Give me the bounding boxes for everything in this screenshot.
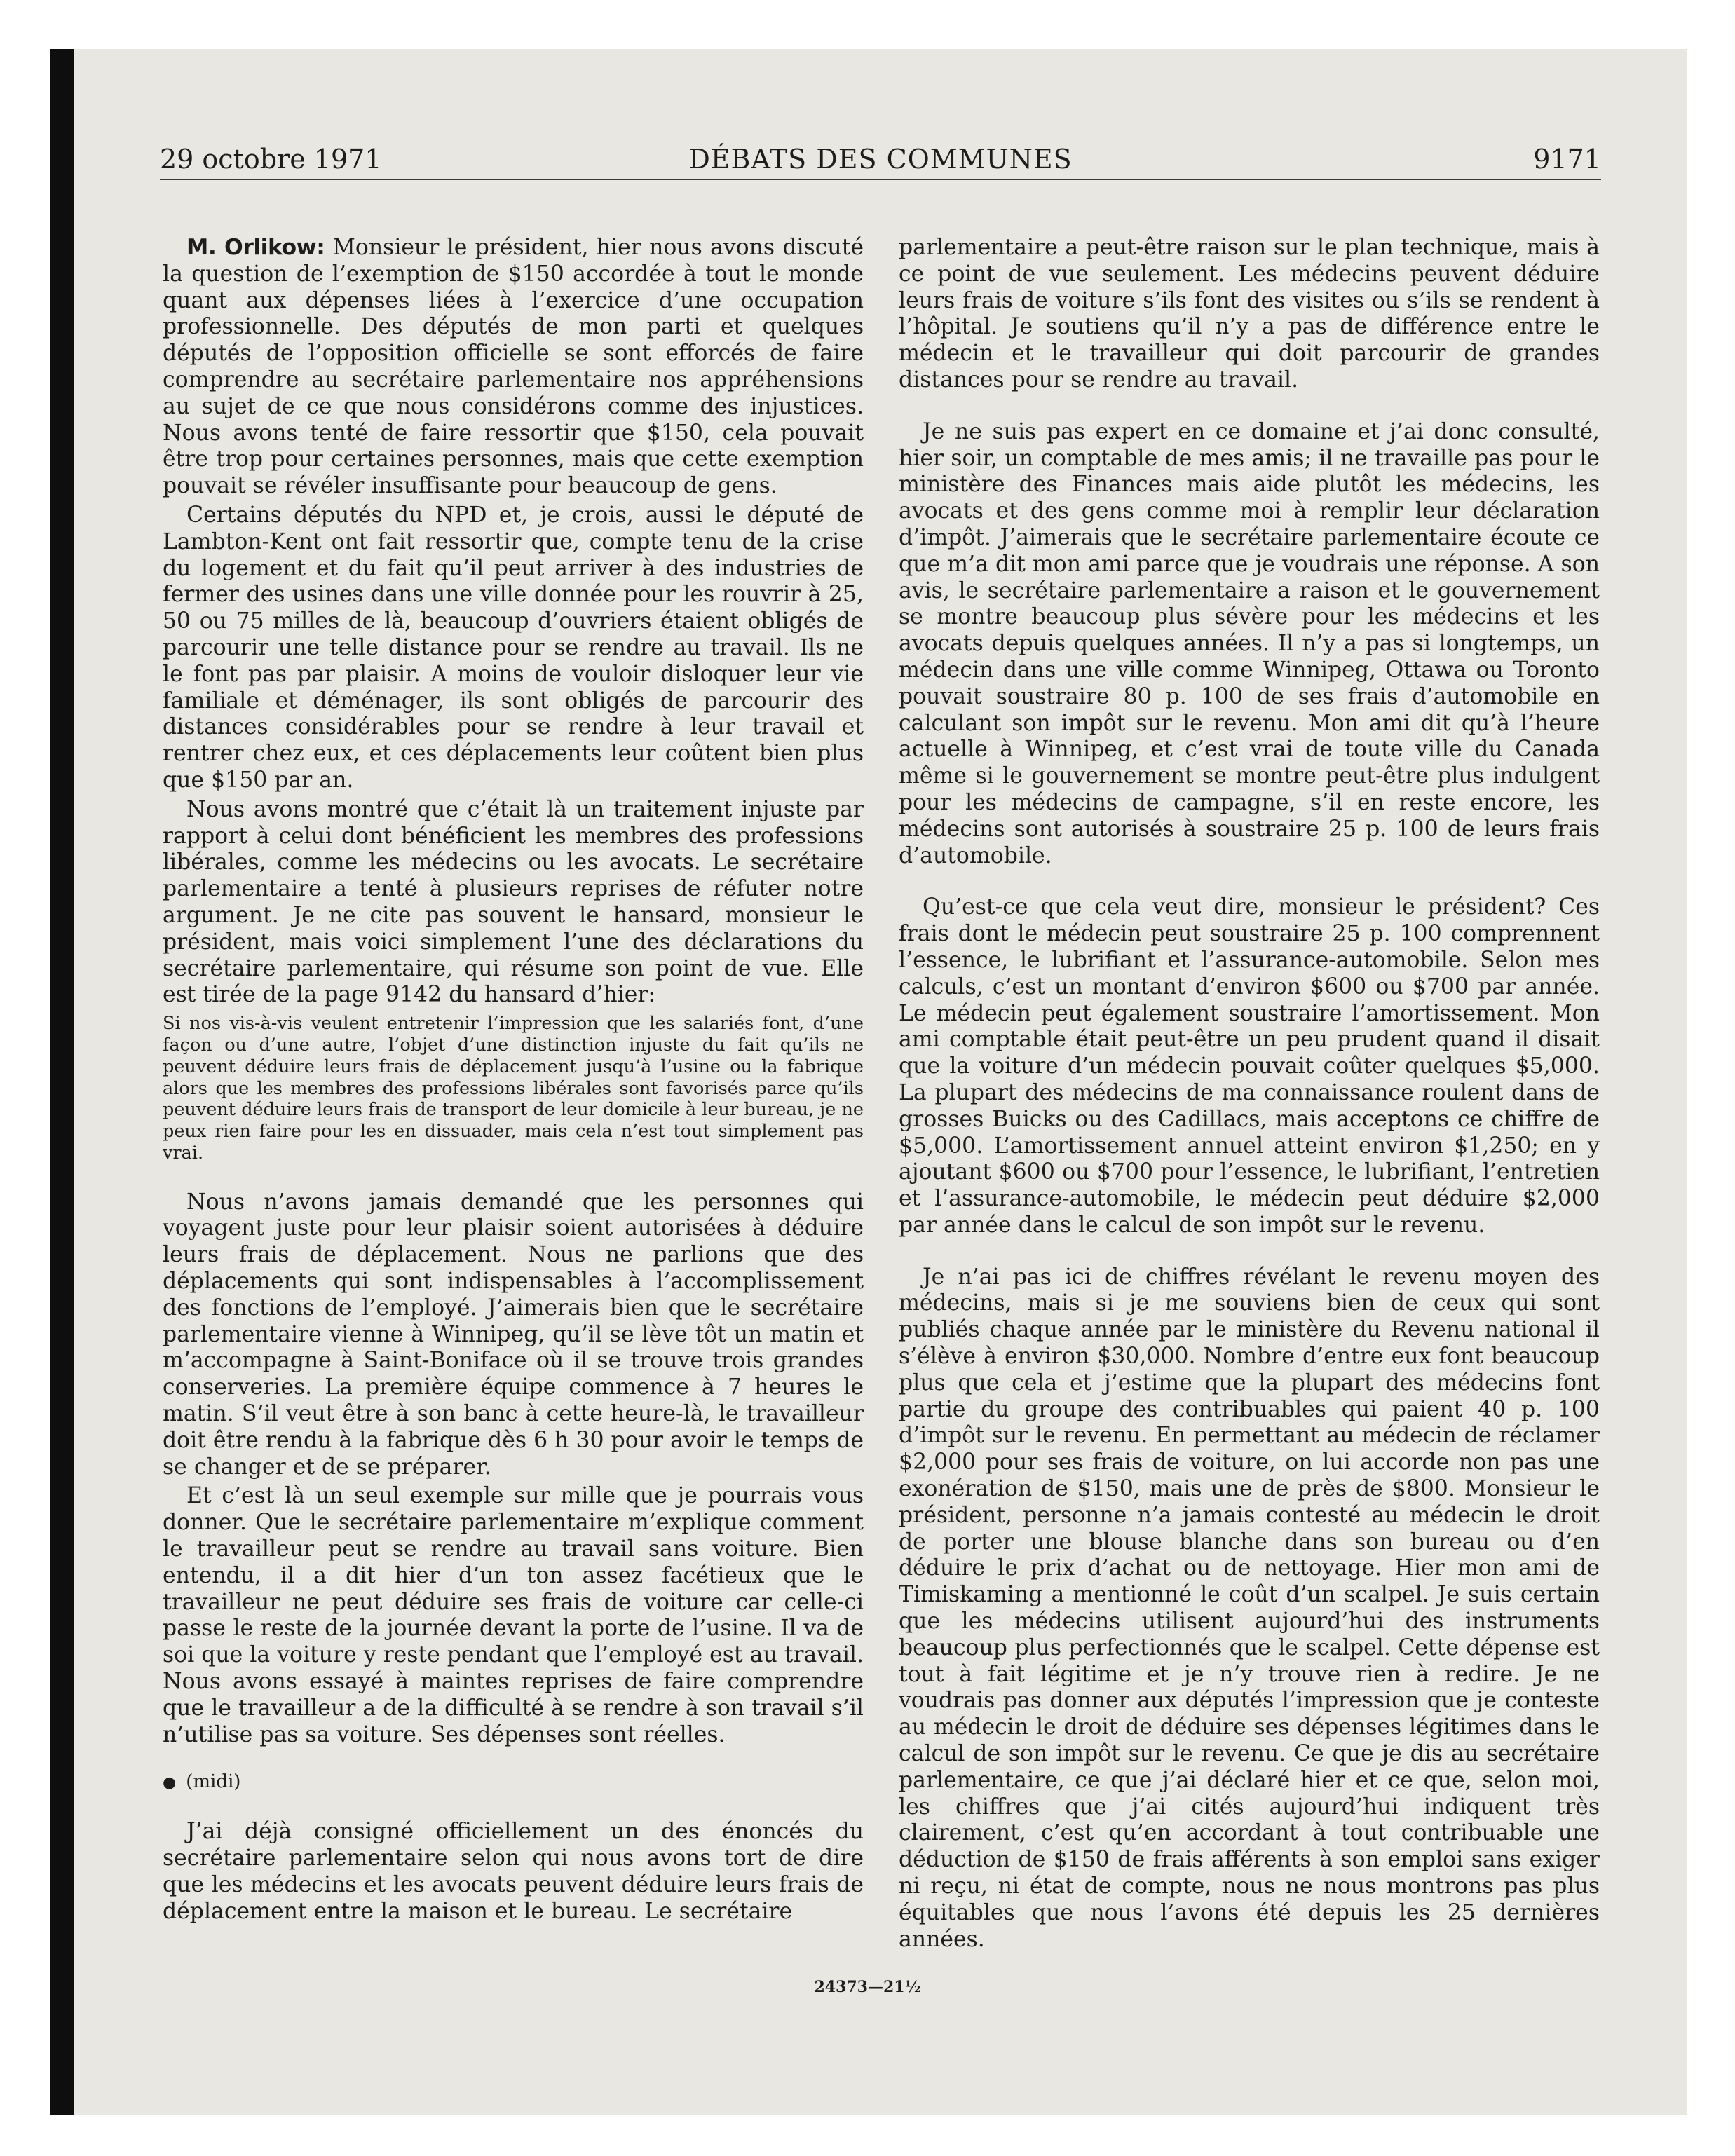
paragraph: Qu’est-ce que cela veut dire, monsieur le président? Ces frais dont le médecin peut soustraire 25 p. 100 comprennent l’essence, le lubrifiant et l’assurance-automobile. Selon mes calculs, c’est un montant d’environ $600 ou $700 par année. Le médecin peut également soustraire l’amortissement. Mon ami comptable était peut-être un peu prudent quand il disait que la voiture d’un médecin pouvait coûter quelques $5,000. La plupart des médecins de ma connaissance roulent dans de grosses Buicks ou des Cadillacs, mais acceptons ce chiffre de $5,000. L’amortissement annuel atteint environ $1,250; en y ajoutant $600 ou $700 pour l’essence, le lubrifiant, l’entretien et l’assurance-automobile, le médecin peut déduire $2,000 par année dans le calcul de son impôt sur le revenu. <box>899 894 1600 1238</box>
header-date: 29 octobre 1971 <box>160 144 382 175</box>
binding-edge <box>50 49 74 2115</box>
time-marker <box>163 1769 864 1796</box>
bullet-icon: ● <box>163 1774 177 1792</box>
paragraph-text: Monsieur le président, hier nous avons discuté la question de l’exemption de $150 accordée à tout le monde quant aux dépenses liées à l’exercice d’une occupation professionnelle. Des députés de mon parti et quelques députés de l’opposition officielle se sont efforcés de faire comprendre au secrétaire parlementaire nos appréhensions au sujet de ce que nous considérons comme des injustices. Nous avons tenté de faire ressortir que $150, cela pouvait être trop pour certaines personnes, mais que cette exemption pouvait se révéler insuffisante pour beaucoup de gens. <box>163 235 864 499</box>
paragraph: Certains députés du NPD et, je crois, aussi le député de Lambton-Kent ont fait ressortir que, compte tenu de la crise du logement et du fait qu’il peut arriver à des industries de fermer des usines dans une ville donnée pour les rouvrir à 25, 50 ou 75 milles de là, beaucoup d’ouvriers étaient obligés de parcourir une telle distance pour se rendre au travail. Ils ne le font pas par plaisir. A moins de vouloir disloquer leur vie familiale et déménager, ils sont obligés de parcourir des distances considérables pour se rendre à leur travail et rentrer chez eux, et ces déplacements leur coûtent bien plus que $150 par an. <box>163 502 864 793</box>
paragraph: Je n’ai pas ici de chiffres révélant le revenu moyen des médecins, mais si je me souviens bien de ceux qui sont publiés chaque année par le ministère du Revenu national il s’élève à environ $30,000. Nombre d’entre eux font beaucoup plus que cela et j’estime que la plupart des médecins font partie du groupe des contribuables qui paient 40 p. 100 d’impôt sur le revenu. En permettant au médecin de réclamer $2,000 pour ses frais de voiture, on lui accorde non pas une exonération de $150, mais une de près de $800. Monsieur le président, personne n’a jamais contesté au médecin le droit de porter une blouse blanche dans son bureau ou d’en déduire le prix d’achat ou de nettoyage. Hier mon ami de Timiskaming a mentionné le coût d’un scalpel. Je suis certain que les médecins utilisent aujourd’hui des instruments beaucoup plus perfectionnés que le scalpel. Cette dépense est tout à fait légitime et je n’y trouve rien à redire. Je ne voudrais pas donner aux députés l’impression que je conteste au médecin le droit de déduire ses dépenses légitimes dans le calcul de son impôt sur le revenu. Ce que je dis au secrétaire parlementaire, ce que j’ai déclaré hier et ce que, selon moi, les chiffres que j’ai cités aujourd’hui indiquent très clairement, c’est qu’en accordant à tout contribuable une déduction de $150 de frais afférents à son emploi sans exiger ni reçu, ni état de compte, nous ne nous montrons pas plus équitables que nous l’avons été depuis les 25 dernières années. <box>899 1264 1600 1952</box>
left-column <box>163 235 864 1925</box>
paragraph: Et c’est là un seul exemple sur mille que je pourrais vous donner. Que le secrétaire parlementaire m’explique comment le travailleur peut se rendre au travail sans voiture. Bien entendu, il a dit hier d’un ton assez facétieux que le travailleur ne peut déduire ses frais de voiture car celle-ci passe le reste de la journée devant la porte de l’usine. Il va de soi que la voiture y reste pendant que l’employé est au travail. Nous avons essayé à maintes reprises de faire comprendre que le travailleur a de la difficulté à se rendre à son travail s’il n’utilise pas sa voiture. Ses dépenses sont réelles. <box>163 1483 864 1747</box>
page-footer-code: 24373—21½ <box>814 1978 921 1996</box>
time-marker-text: (midi) <box>186 1771 241 1793</box>
paragraph: Nous n’avons jamais demandé que les personnes qui voyagent juste pour leur plaisir soient autorisées à déduire leurs frais de déplacement. Nous ne parlions que des déplacements qui sont indispensables à l’accomplissement des fonctions de l’employé. J’aimerais bien que le secrétaire parlementaire vienne à Winnipeg, qu’il se lève tôt un matin et m’accompagne à Saint-Boniface où il se trouve trois grandes conserveries. La première équipe commence à 7 heures le matin. S’il veut être à son banc à cette heure-là, le travailleur doit être rendu à la fabrique dès 6 h 30 pour avoir le temps de se changer et de se préparer. <box>163 1189 864 1480</box>
block-quote: Si nos vis-à-vis veulent entretenir l’impression que les salariés font, d’une façon ou d’une autre, l’objet d’une distinction injuste du fait qu’ils ne peuvent déduire leurs frais de déplacement jusqu’à l’usine ou la fabrique alors que les membres des professions libérales sont favorisés parce qu’ils peuvent déduire leurs frais de transport de leur domicile à leur bureau, je ne peux rien faire pour les en dissuader, mais cela n’est tout simplement pas vrai. <box>163 1013 864 1164</box>
paragraph <box>163 235 864 500</box>
paragraph: Je ne suis pas expert en ce domaine et j’ai donc consulté, hier soir, un comptable de mes amis; il ne travaille pas pour le ministère des Finances mais aide plutôt les médecins, les avocats et des gens comme moi à remplir leur déclaration d’impôt. J’aimerais que le secrétaire parlementaire écoute ce que m’a dit mon ami parce que je voudrais une réponse. A son avis, le secrétaire parlementaire a raison et le gouvernement se montre beaucoup plus sévère pour les médecins et les avocats depuis quelques années. Il n’y a pas si longtemps, un médecin dans une ville comme Winnipeg, Ottawa ou Toronto pouvait soustraire 80 p. 100 de ses frais d’automobile en calculant son impôt sur le revenu. Mon ami dit qu’à l’heure actuelle à Winnipeg, et c’est vrai de toute ville du Canada même si le gouvernement se montre peut-être plus indulgent pour les médecins de campagne, s’il en reste encore, les médecins sont autorisés à soustraire 25 p. 100 de leurs frais d’automobile. <box>899 418 1600 868</box>
page-header <box>160 144 1601 180</box>
paragraph: J’ai déjà consigné officiellement un des énoncés du secrétaire parlementaire selon qui nous avons tort de dire que les médecins et les avocats peuvent déduire leurs frais de déplacement entre la maison et le bureau. Le secrétaire <box>163 1819 864 1924</box>
paragraph: Nous avons montré que c’était là un traitement injuste par rapport à celui dont bénéficient les membres des professions libérales, comme les médecins ou les avocats. Le secrétaire parlementaire a tenté à plusieurs reprises de réfuter notre argument. Je ne cite pas souvent le hansard, monsieur le président, mais voici simplement l’une des déclarations du secrétaire parlementaire, qui résume son point de vue. Elle est tirée de la page 9142 du hansard d’hier: <box>163 796 864 1008</box>
header-title: DÉBATS DES COMMUNES <box>688 144 1073 175</box>
header-page-number: 9171 <box>1533 144 1601 175</box>
right-column <box>899 235 1600 1953</box>
speaker-name: M. Orlikow: <box>186 235 325 260</box>
paragraph: parlementaire a peut-être raison sur le plan technique, mais à ce point de vue seulement. Les médecins peuvent déduire leurs frais de voiture s’ils font des visites ou s’ils se rendent à l’hôpital. Je soutiens qu’il n’y a pas de différence entre le médecin et le travailleur qui doit parcourir de grandes distances pour se rendre au travail. <box>899 235 1600 393</box>
